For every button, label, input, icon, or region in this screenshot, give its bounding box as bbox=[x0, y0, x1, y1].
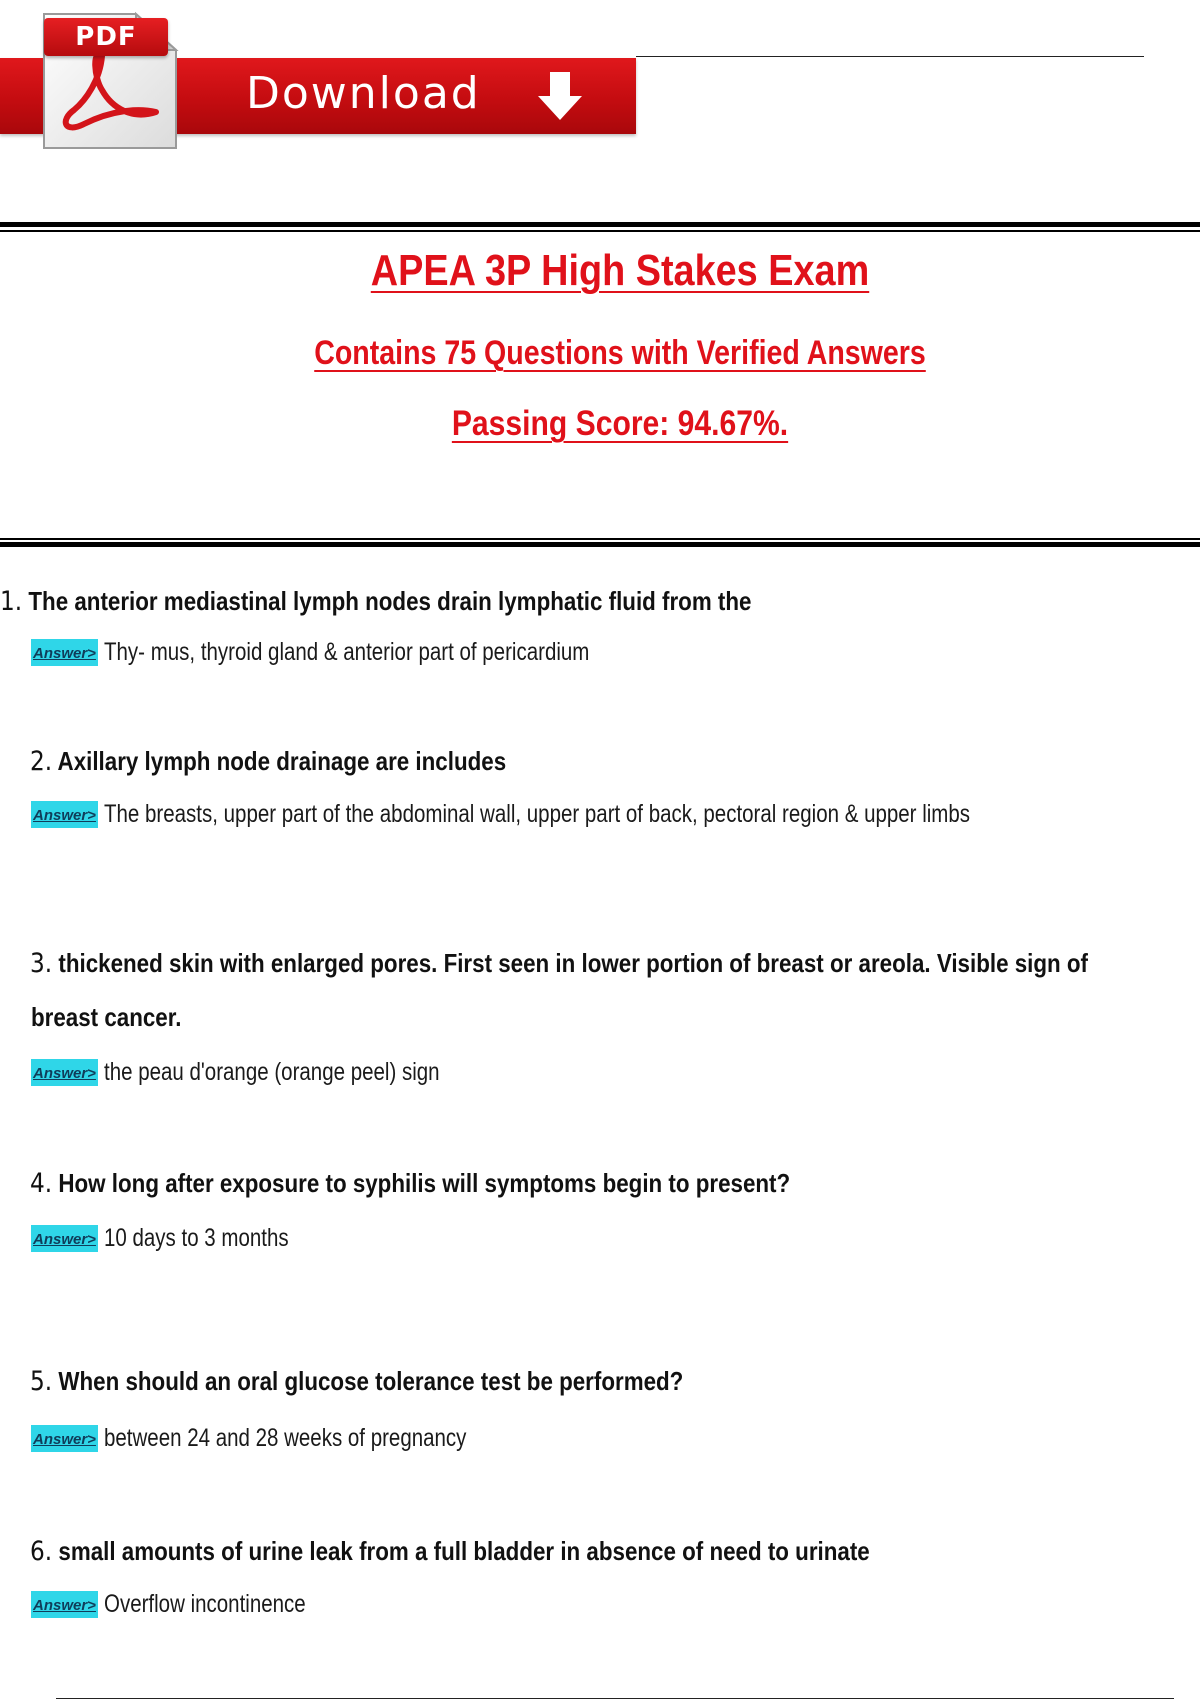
question-number: 6. bbox=[30, 1536, 53, 1567]
footer-rule bbox=[56, 1698, 1174, 1699]
answer-text: the peau d'orange (orange peel) sign bbox=[103, 1058, 440, 1086]
down-arrow-icon[interactable] bbox=[536, 70, 584, 122]
pdf-tag: PDF bbox=[44, 18, 168, 56]
answer-line bbox=[31, 1224, 329, 1253]
answer-label: Answer> bbox=[31, 801, 98, 828]
answer-label: Answer> bbox=[31, 1225, 98, 1252]
answer-line bbox=[31, 638, 696, 667]
top-double-rule bbox=[0, 222, 1200, 234]
answer-label: Answer> bbox=[31, 1059, 98, 1086]
question-text bbox=[30, 1536, 870, 1567]
answer-label: Answer> bbox=[31, 639, 98, 666]
question-body: The anterior mediastinal lymph nodes drain lymphatic fluid from the bbox=[28, 586, 752, 616]
answer-line bbox=[31, 800, 1160, 829]
question-text bbox=[30, 948, 1088, 979]
download-label[interactable]: Download bbox=[246, 68, 481, 119]
answer-label: Answer> bbox=[31, 1425, 98, 1452]
answer-text: between 24 and 28 weeks of pregnancy bbox=[103, 1424, 467, 1452]
question-number: 2. bbox=[30, 746, 53, 777]
passing-score: Passing Score: 94.67%. bbox=[451, 404, 789, 443]
question-text bbox=[30, 1168, 790, 1199]
answer-line bbox=[31, 1424, 546, 1453]
pdf-file-icon[interactable] bbox=[40, 8, 180, 150]
answer-text: Thy- mus, thyroid gland & anterior part of pericardium bbox=[103, 638, 590, 666]
document-subtitle: Contains 75 Questions with Verified Answers bbox=[314, 334, 926, 372]
question-body: small amounts of urine leak from a full bladder in absence of need to urinate bbox=[58, 1536, 870, 1566]
answer-line bbox=[31, 1058, 513, 1087]
answer-text: 10 days to 3 months bbox=[103, 1224, 289, 1252]
question-number: 4. bbox=[30, 1168, 53, 1199]
answer-label: Answer> bbox=[31, 1591, 98, 1618]
banner-divider bbox=[636, 56, 1144, 57]
bottom-double-rule bbox=[0, 538, 1200, 550]
question-number: 1. bbox=[0, 586, 23, 617]
answer-text: The breasts, upper part of the abdominal wall, upper part of back, pectoral region & upper limbs bbox=[103, 800, 970, 828]
question-body: thickened skin with enlarged pores. First seen in lower portion of breast or areola. Visible sign of bbox=[58, 948, 1089, 978]
question-body: Axillary lymph node drainage are includes bbox=[57, 746, 507, 776]
question-number: 3. bbox=[30, 948, 53, 979]
question-text bbox=[30, 746, 506, 777]
question-continuation: breast cancer. bbox=[31, 1002, 182, 1032]
question-text bbox=[0, 586, 751, 617]
question-body: When should an oral glucose tolerance test be performed? bbox=[58, 1366, 684, 1396]
question-body: How long after exposure to syphilis will symptoms begin to present? bbox=[58, 1168, 791, 1198]
question-number: 5. bbox=[30, 1366, 53, 1397]
answer-line bbox=[31, 1590, 350, 1619]
question-text bbox=[30, 1366, 683, 1397]
answer-text: Overflow incontinence bbox=[103, 1590, 306, 1618]
document-title: APEA 3P High Stakes Exam bbox=[370, 246, 870, 295]
pdf-download-banner[interactable] bbox=[0, 0, 1200, 160]
